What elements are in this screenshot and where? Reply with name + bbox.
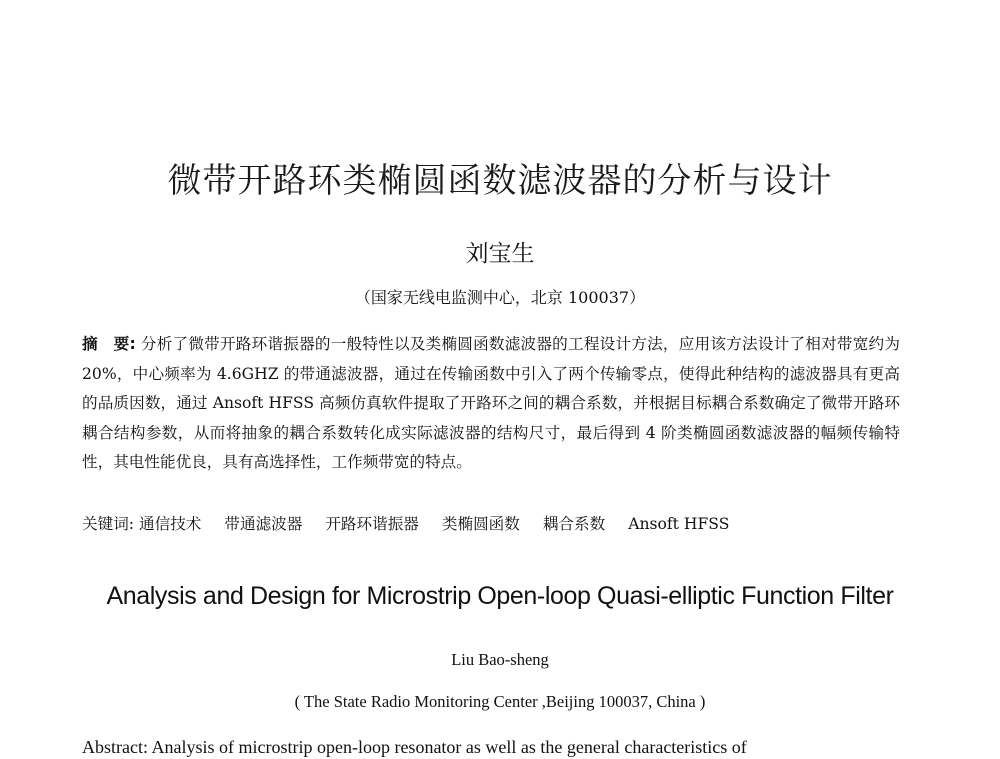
- abstract-label-cn: 摘 要:: [82, 335, 136, 353]
- keywords-label-cn: 关键词:: [82, 515, 135, 533]
- keyword-item: 通信技术: [139, 515, 202, 533]
- keyword-item: 开路环谐振器: [325, 515, 419, 533]
- paper-title-en: Analysis and Design for Microstrip Open-loop Quasi-elliptic Function Filter: [106, 582, 894, 610]
- author-name-en: Liu Bao-sheng: [451, 650, 549, 669]
- affiliation-en: ( The State Radio Monitoring Center ,Beijing 100037, China ): [294, 692, 706, 711]
- keyword-item: Ansoft HFSS: [628, 515, 730, 533]
- keyword-item: 类椭圆函数: [441, 515, 520, 533]
- affiliation-cn: （国家无线电监测中心，北京 100037）: [354, 288, 646, 307]
- keyword-item: 耦合系数: [542, 515, 606, 533]
- keywords-cn: [82, 510, 900, 538]
- abstract-cn: [82, 330, 900, 478]
- keyword-item: 带通滤波器: [224, 515, 303, 533]
- paper-title-cn: 微带开路环类椭圆函数滤波器的分析与设计: [167, 161, 833, 201]
- abstract-en-partial: Abstract: Analysis of microstrip open-loop resonator as well as the general characteristics of: [82, 737, 747, 757]
- abstract-text-cn: 分析了微带开路环谐振器的一般特性以及类椭圆函数滤波器的工程设计方法，应用该方法设计了相对带宽约为 20%，中心频率为 4.6GHZ 的带通滤波器，通过在传输函数中引入了两个传输零点，使得此种结构的滤波器具有更高的品质因数，通过 Ansoft HFSS 高频仿真软件提取了开路环之间的耦合系数，并根据目标耦合系数确定了微带开路环耦合结构参数，从而将抽象的耦合系数转化成实际滤波器的结构尺寸，最后得到 4 阶类椭圆函数滤波器的幅频传输特性，其电性能优良，具有高选择性，工作频带宽的特点。: [82, 335, 900, 472]
- author-name-cn: 刘宝生: [465, 241, 535, 267]
